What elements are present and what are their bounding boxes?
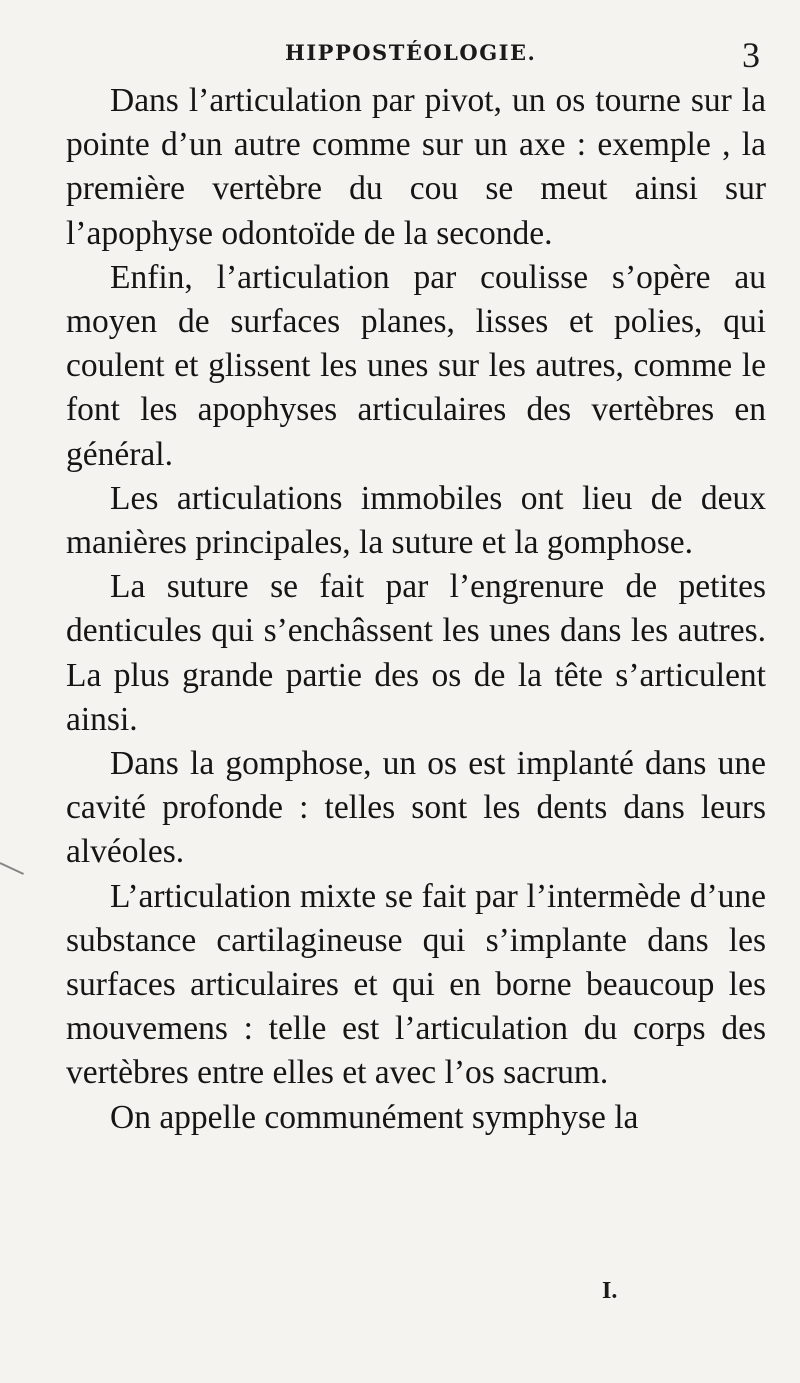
paragraph-coulisse: Enfin, l’articulation par coulisse s’opère au moyen de surfaces planes, lisses et polies, qui coulent et glissent les unes sur les autres, comme le font les apophyses articulaires des vertèbres en général. bbox=[66, 258, 766, 473]
paragraph-mixte: L’articulation mixte se fait par l’intermède d’une substance cartilagineuse qui s’implante dans les surfaces articulaires et qui en borne beaucoup les mouvemens : telle est l’articulation du corps des vertèbres entre elles et avec l’os sacrum. bbox=[66, 877, 766, 1092]
page-header bbox=[0, 34, 800, 74]
paragraph-immobiles: Les articulations immobiles ont lieu de deux manières principales, la suture et la gomphose. bbox=[66, 479, 766, 562]
running-title: HIPPOSTÉOLOGIE. bbox=[285, 40, 537, 65]
paragraph-symphyse: On appelle communément symphyse la bbox=[110, 1098, 639, 1136]
paragraph-gomphose: Dans la gomphose, un os est implanté dans une cavité profonde : telles sont les dents dans leurs alvéoles. bbox=[66, 745, 766, 871]
margin-mark bbox=[0, 862, 24, 875]
signature-mark: I. bbox=[602, 1278, 618, 1304]
body-text bbox=[66, 79, 766, 1140]
page-number: 3 bbox=[742, 35, 760, 75]
paragraph-pivot: Dans l’articulation par pivot, un os tourne sur la pointe d’un autre comme sur un axe : exemple , la première vertèbre du cou se meut ainsi sur l’apophyse odontoïde de la seconde. bbox=[66, 82, 766, 252]
paragraph-suture: La suture se fait par l’engrenure de petites denticules qui s’enchâssent les unes dans les autres. La plus grande partie des os de la tête s’articulent ainsi. bbox=[66, 568, 766, 738]
